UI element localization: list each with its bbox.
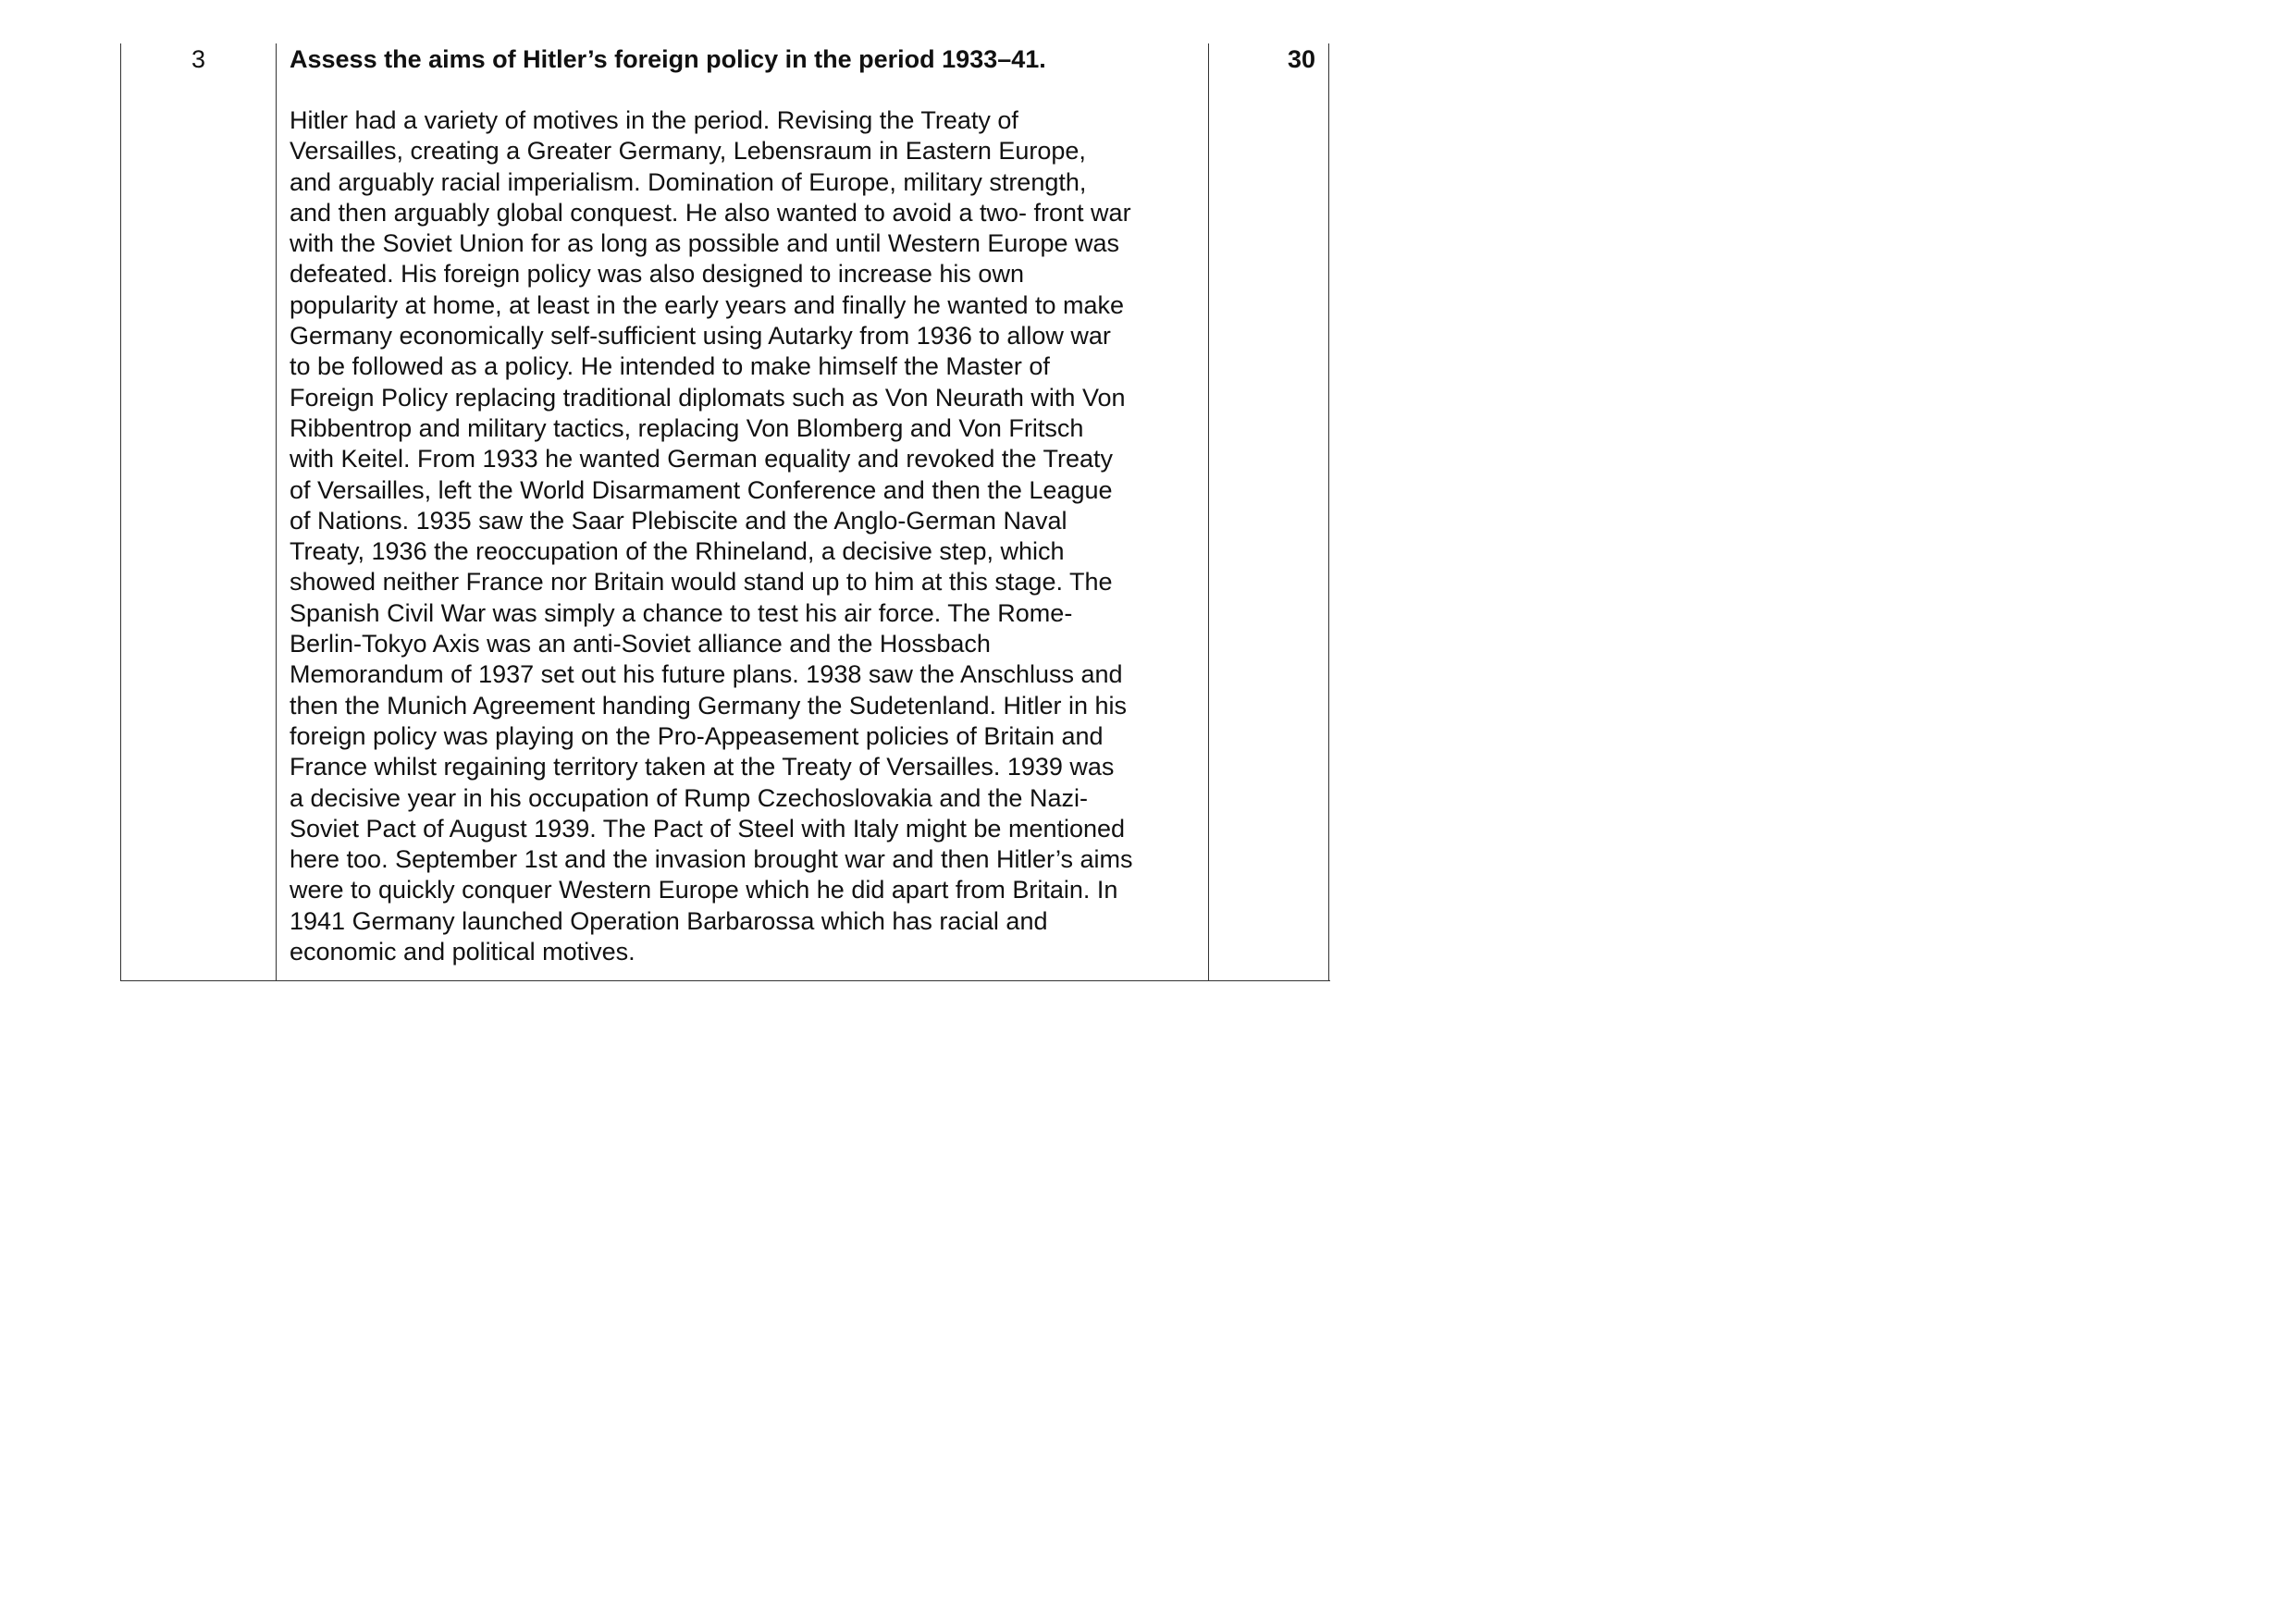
answer-line: Treaty, 1936 the reoccupation of the Rhineland, a decisive step, which (290, 537, 1065, 566)
answer-line: Spanish Civil War was simply a chance to test his air force. The Rome- (290, 598, 1073, 627)
answer-line: popularity at home, at least in the early years and finally he wanted to make (290, 290, 1125, 319)
answer-line: here too. September 1st and the invasion brought war and then Hitler’s aims (290, 845, 1133, 874)
table-border-right (1328, 43, 1329, 981)
answer-line: Foreign Policy replacing traditional diplomats such as Von Neurath with Von (290, 383, 1126, 412)
answer-line: Memorandum of 1937 set out his future plans. 1938 saw the Anschluss and (290, 660, 1123, 689)
answer-line: to be followed as a policy. He intended to make himself the Master of (290, 352, 1050, 381)
answer-line: 1941 Germany launched Operation Barbarossa which has racial and (290, 906, 1048, 935)
table-border-question-col (276, 43, 277, 981)
table-border-left (120, 43, 121, 981)
answer-line: and arguably racial imperialism. Domination of Europe, military strength, (290, 167, 1087, 196)
answer-line: Soviet Pact of August 1939. The Pact of Steel with Italy might be mentioned (290, 814, 1126, 843)
answer-line: with the Soviet Union for as long as possible and until Western Europe was (290, 229, 1119, 258)
table-border-bottom (120, 980, 1330, 981)
question-text: Assess the aims of Hitler’s foreign policy in the period 1933–41. (290, 45, 1046, 73)
answer-line: France whilst regaining territory taken at the Treaty of Versailles. 1939 was (290, 753, 1115, 781)
answer-line: then the Munich Agreement handing Germany the Sudetenland. Hitler in his (290, 691, 1128, 720)
answer-line: defeated. His foreign policy was also designed to increase his own (290, 260, 1024, 289)
answer-line: Germany economically self-sufficient using Autarky from 1936 to allow war (290, 322, 1111, 351)
answer-line: and then arguably global conquest. He also wanted to avoid a two- front war (290, 198, 1131, 227)
answer-line: were to quickly conquer Western Europe which he did apart from Britain. In (290, 876, 1118, 904)
answer-line: economic and political motives. (290, 938, 635, 966)
answer-line: showed neither France nor Britain would stand up to him at this stage. The (290, 568, 1113, 597)
marks-total: 30 (1287, 45, 1315, 73)
answer-line: Ribbentrop and military tactics, replacing Von Blomberg and Von Fritsch (290, 413, 1084, 442)
answer-line: of Nations. 1935 saw the Saar Plebiscite and the Anglo-German Naval (290, 506, 1067, 535)
answer-line: with Keitel. From 1933 he wanted German equality and revoked the Treaty (290, 445, 1113, 474)
answer-line: Hitler had a variety of motives in the period. Revising the Treaty of (290, 106, 1018, 134)
answer-line: Berlin-Tokyo Axis was an anti-Soviet alliance and the Hossbach (290, 630, 991, 658)
answer-line: Versailles, creating a Greater Germany, Lebensraum in Eastern Europe, (290, 137, 1086, 166)
answer-line: of Versailles, left the World Disarmament Conference and then the League (290, 475, 1113, 504)
table-border-marks-col (1208, 43, 1209, 981)
answer-line: foreign policy was playing on the Pro-Appeasement policies of Britain and (290, 721, 1104, 750)
answer-line: a decisive year in his occupation of Rump Czechoslovakia and the Nazi- (290, 783, 1088, 812)
indicative-content (290, 105, 1205, 967)
question-number: 3 (191, 45, 206, 73)
